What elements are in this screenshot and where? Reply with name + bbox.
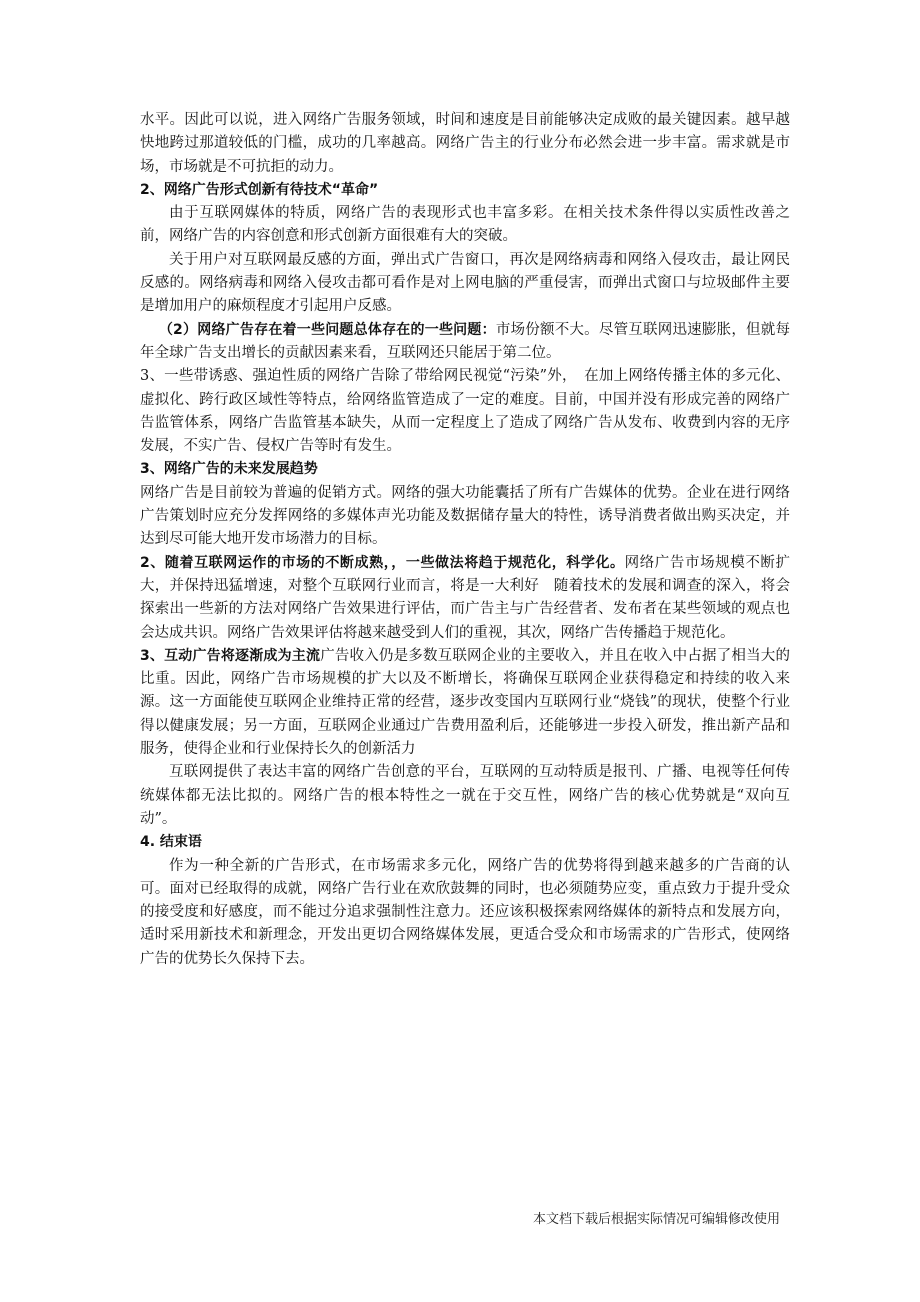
paragraph-conclusion: 作为一种全新的广告形式，在市场需求多元化，网络广告的优势将得到越来越多的广告商的认可。面对已经取得的成就，网络广告行业在欢欣鼓舞的同时，也必须随势应变，重点致力于提升受众的接受度和好感度，而不能过分追求强制性注意力。还应该积极探索网络媒体的新特点和发展方向，适时采用新技术和新理念，开发出更切合网络媒体发展，更适合受众和市场需求的广告形式，使网络广告的优势长久保持下去。 <box>140 857 790 967</box>
paragraph-standardization <box>140 552 790 645</box>
interactive-ads-text: 广告收入仍是多数互联网企业的主要收入，并且在收入中占据了相当大的比重。因此，网络广告市场规模的扩大以及不断增长，将确保互联网企业获得稳定和持续的收入来源。这一方面能使互联网企业维持正常的经营，逐步改变国内互联网行业“烧钱”的现状，使整个行业得以健康发展；另一方面，互联网企业通过广告费用盈利后，还能够进一步投入研发，推出新产品和服务，使得企业和行业保持长久的创新活力 <box>140 647 790 758</box>
interactive-ads-lead: 3、互动广告将逐渐成为主流 <box>140 647 321 664</box>
footer-note: 本文档下载后根据实际情况可编辑修改使用 <box>532 1212 780 1227</box>
paragraph-promotion: 网络广告是目前较为普遍的促销方式。网络的强大功能囊括了所有广告媒体的优势。企业在进行网络广告策划时应充分发挥网络的多媒体声光功能及数据储存量大的特性，诱导消费者做出购买决定，并达到尽可能大地开发市场潜力的目标。 <box>140 484 790 548</box>
heading-future-trends: 3、网络广告的未来发展趋势 <box>140 461 318 478</box>
heading-conclusion: 4. 结束语 <box>140 834 202 851</box>
problems-text: 市场份额不大。尽管互联网迅速膨胀，但就每年全球广告支出增长的贡献因素来看，互联网还只能居于第二位。 <box>140 321 790 361</box>
paragraph-regulation: 3、一些带诱惑、强迫性质的网络广告除了带给网民视觉“污染”外， 在加上网络传播主体的多元化、虚拟化、跨行政区域性等特点，给网络监管造成了一定的难度。目前，中国并没有形成完善的网络广告监管体系，网络广告监管基本缺失，从而一定程度上了造成了网络广告从发布、收费到内容的无序发展，不实广告、侵权广告等时有发生。 <box>140 368 790 455</box>
problems-lead: （2）网络广告存在着一些问题总体存在的一些问题： <box>158 321 496 338</box>
standardization-lead: 2、随着互联网运作的市场的不断成熟，，一些做法将趋于规范化，科学化。 <box>140 554 625 571</box>
paragraph-interactive-ads <box>140 645 790 761</box>
paragraph-user-dislikes: 关于用户对互联网最反感的方面，弹出式广告窗口，再次是网络病毒和网络入侵攻击，最让网民反感的。网络病毒和网络入侵攻击都可看作是对上网电脑的严重侵害，而弹出式窗口与垃圾邮件主要是增加用户的麻烦程度才引起用户反感。 <box>140 251 790 315</box>
paragraph-interactivity: 互联网提供了表达丰富的网络广告创意的平台，互联网的互动特质是报刊、广播、电视等任何传统媒体都无法比拟的。网络广告的根本特性之一就在于交互性，网络广告的核心优势就是“双向互动”。 <box>140 764 790 827</box>
standardization-text: 网络广告市场规模不断扩大，并保持迅猛增速，对整个互联网行业而言，将是一大利好 随着技术的发展和调查的深入，将会探索出一些新的方法对网络广告效果进行评估，而广告主与广告经营者、发布者在某些领域的观点也会达成共识。网络广告效果评估将越来越受到人们的重视，其次，网络广告传播趋于规范化。 <box>140 554 790 641</box>
document-body <box>140 109 790 971</box>
paragraph-intro-continuation: 水平。因此可以说，进入网络广告服务领域，时间和速度是目前能够决定成败的最关键因素。越早越快地跨过那道较低的门槛，成功的几率越高。网络广告主的行业分布必然会进一步丰富。需求就是市场，市场就是不可抗拒的动力。 <box>140 112 790 175</box>
paragraph-problems <box>140 319 790 366</box>
paragraph-media-traits: 由于互联网媒体的特质，网络广告的表现形式也丰富多彩。在相关技术条件得以实质性改善之前，网络广告的内容创意和形式创新方面很难有大的突破。 <box>140 205 790 245</box>
heading-ad-form-innovation: 2、网络广告形式创新有待技术“革命” <box>140 181 379 198</box>
